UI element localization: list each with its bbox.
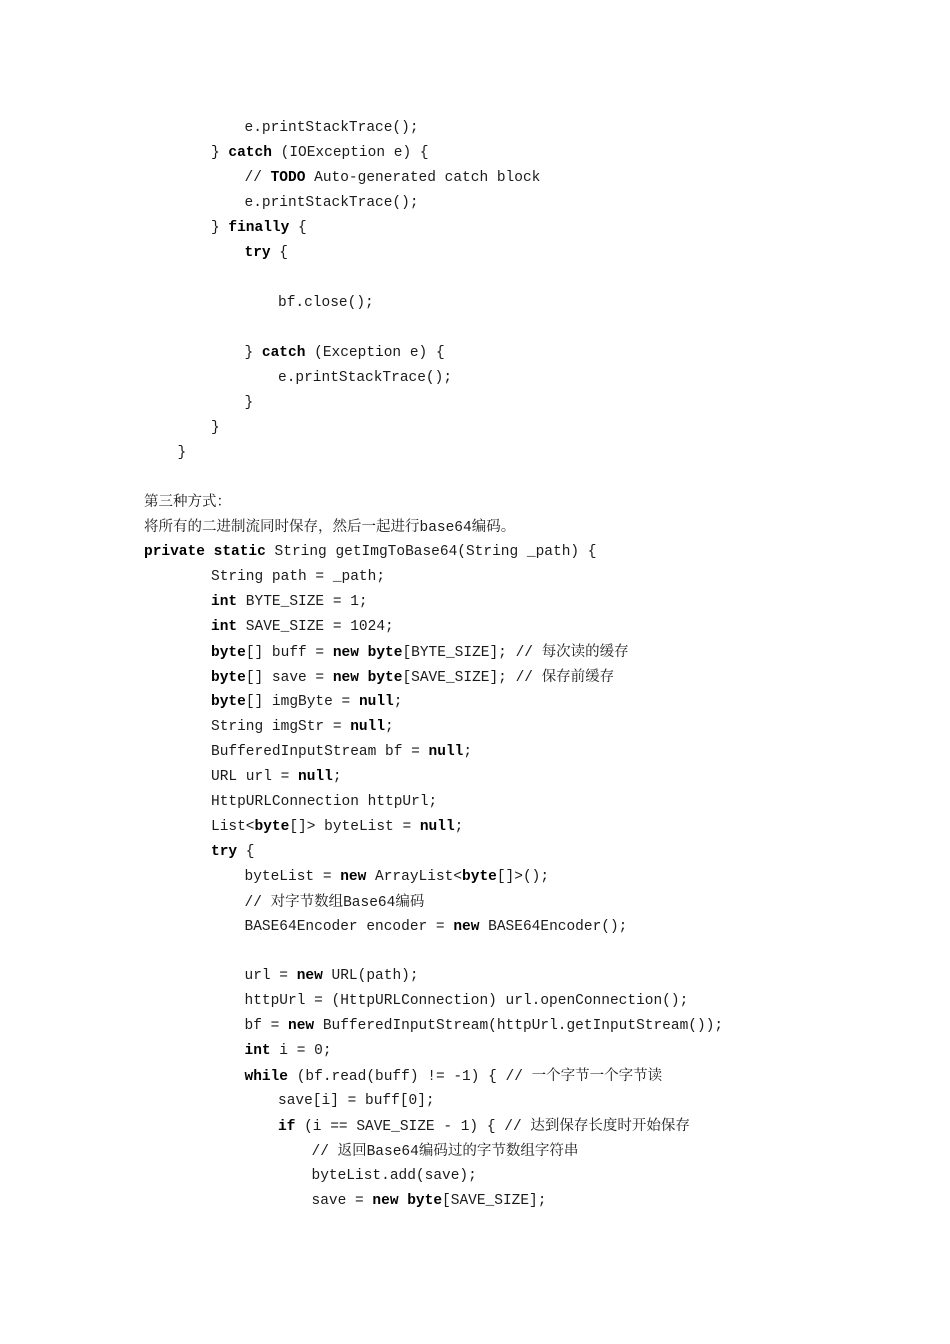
keyword: byte (407, 1193, 443, 1209)
text-span: ; (454, 819, 464, 835)
text-span: url = (244, 968, 297, 984)
text-span: } (211, 420, 220, 436)
text-span: [] imgByte = (245, 694, 359, 710)
code-line (211, 742, 472, 762)
keyword: private (144, 544, 205, 560)
text-span: [SAVE_SIZE]; (442, 1193, 547, 1209)
text-span: []> byteList = (289, 819, 420, 835)
text-span: // (311, 1144, 338, 1160)
keyword: while (244, 1069, 289, 1085)
text-span (399, 1193, 408, 1209)
text-span: bf.close(); (278, 295, 374, 311)
text-span: String path = _path; (211, 569, 386, 585)
keyword: catch (261, 345, 306, 361)
text-span: ; (385, 719, 394, 735)
text-span: 每次读的缓存 (541, 644, 629, 660)
keyword: byte (462, 869, 497, 885)
keyword: null (298, 769, 333, 785)
text-span: URL(path); (322, 968, 419, 984)
keyword: int (211, 619, 238, 635)
keyword: null (350, 719, 386, 735)
text-span: } (244, 345, 262, 361)
text-span: i = 0; (270, 1043, 332, 1059)
code-line (211, 792, 437, 812)
code-line (245, 966, 419, 986)
code-line (245, 193, 419, 213)
text-span (359, 670, 368, 686)
keyword: try (244, 245, 271, 261)
text-span: 第三种方式： (144, 494, 231, 510)
code-line (278, 368, 452, 388)
keyword: try (211, 844, 238, 860)
text-span: BufferedInputStream(httpUrl.getInputStream()); (314, 1018, 724, 1034)
text-span: byteList.add(save); (311, 1168, 477, 1184)
keyword: byte (254, 819, 290, 835)
code-line (245, 1041, 332, 1061)
text-span: save[i] = buff[0]; (278, 1093, 435, 1109)
code-line (211, 143, 429, 163)
text-span: 编码 (395, 894, 425, 910)
text-span: base64 (419, 520, 472, 536)
text-span: } (211, 220, 229, 236)
text-span: ArrayList< (366, 869, 463, 885)
text-span: 保存前缓存 (541, 669, 615, 685)
text-span: // (244, 170, 271, 186)
keyword: finally (228, 220, 290, 236)
code-line (245, 991, 689, 1011)
code-line (211, 418, 220, 438)
code-line (278, 293, 374, 313)
text-span: } (211, 145, 229, 161)
code-line (245, 892, 425, 913)
code-line (245, 168, 541, 188)
text-span: byteList = (244, 869, 341, 885)
keyword: null (358, 694, 394, 710)
code-line (211, 817, 463, 837)
keyword: new (332, 645, 359, 661)
code-line (245, 1016, 724, 1036)
text-span: ; (332, 769, 342, 785)
text-span: e.printStackTrace(); (278, 370, 453, 386)
code-line (211, 617, 394, 637)
text-span: (Exception e) { (305, 345, 445, 361)
text-span: httpUrl = (HttpURLConnection) url.openConnection(); (244, 993, 689, 1009)
text-span: 编码过的字节数组字符串 (418, 1143, 579, 1159)
code-line (312, 1166, 477, 1186)
text-span: [] buff = (245, 645, 333, 661)
keyword: new (288, 1018, 315, 1034)
text-span: } (244, 395, 254, 411)
code-line (211, 592, 368, 612)
code-line (245, 243, 289, 263)
code-line (312, 1141, 579, 1162)
text-span: (IOException e) { (271, 145, 429, 161)
text-span: Base64 (343, 895, 396, 911)
keyword: TODO (270, 170, 306, 186)
text-span: (i == SAVE_SIZE - 1) { // (295, 1119, 531, 1135)
keyword: if (278, 1119, 296, 1135)
text-line (144, 517, 515, 538)
keyword: byte (367, 670, 403, 686)
text-line (144, 492, 231, 512)
keyword: catch (228, 145, 272, 161)
text-span: bf = (244, 1018, 289, 1034)
keyword: int (211, 594, 238, 610)
text-span: 返回 (337, 1143, 367, 1159)
text-span: []>(); (496, 869, 550, 885)
text-span: 达到保存长度时开始保存 (530, 1118, 690, 1134)
text-span: 对字节数组 (270, 894, 344, 910)
text-span: ; (463, 744, 473, 760)
text-span: { (237, 844, 255, 860)
text-span: String imgStr = (211, 719, 351, 735)
keyword: new (372, 1193, 399, 1209)
text-span: 编码。 (471, 519, 516, 535)
code-line (211, 642, 629, 663)
text-span: BASE64Encoder encoder = (244, 919, 454, 935)
text-span: List< (211, 819, 255, 835)
code-line (211, 667, 614, 688)
code-line (211, 842, 255, 862)
text-span: { (289, 220, 307, 236)
code-line (245, 393, 254, 413)
code-line (178, 443, 187, 463)
keyword: new (340, 869, 367, 885)
text-span: [BYTE_SIZE]; // (402, 645, 542, 661)
code-line (245, 343, 445, 363)
text-span: HttpURLConnection httpUrl; (211, 794, 438, 810)
text-span: [] save = (245, 670, 333, 686)
keyword: byte (211, 645, 246, 661)
keyword: null (428, 744, 464, 760)
keyword: new (296, 968, 323, 984)
keyword: byte (367, 645, 403, 661)
text-span (205, 544, 214, 560)
code-line (245, 917, 628, 937)
code-line (211, 717, 394, 737)
text-span: 一个字节一个字节读 (531, 1068, 663, 1084)
keyword: new (332, 670, 359, 686)
code-line (312, 1191, 547, 1211)
text-span: URL url = (211, 769, 299, 785)
text-span (359, 645, 368, 661)
code-line (211, 767, 342, 787)
code-line (245, 867, 550, 887)
text-span: BASE64Encoder(); (479, 919, 628, 935)
text-span: } (177, 445, 187, 461)
keyword: new (453, 919, 480, 935)
text-span: // (244, 895, 271, 911)
code-line (245, 1066, 663, 1087)
text-span: Base64 (366, 1144, 419, 1160)
text-span: String getImgToBase64(String _path) { (265, 544, 597, 560)
text-span: e.printStackTrace(); (244, 195, 419, 211)
text-span: e.printStackTrace(); (244, 120, 419, 136)
code-line (211, 567, 385, 587)
text-span: [SAVE_SIZE]; // (402, 670, 542, 686)
text-span: ; (393, 694, 403, 710)
keyword: null (419, 819, 455, 835)
code-line (211, 692, 402, 712)
keyword: int (244, 1043, 271, 1059)
text-span: BufferedInputStream bf = (211, 744, 429, 760)
code-line (278, 1116, 690, 1137)
code-line (278, 1091, 435, 1111)
keyword: byte (211, 694, 246, 710)
text-span: { (270, 245, 289, 261)
text-span: Auto-generated catch block (305, 170, 541, 186)
text-span: save = (311, 1193, 373, 1209)
text-span: SAVE_SIZE = 1024; (237, 619, 394, 635)
text-span: 将所有的二进制流同时保存，然后一起进行 (144, 519, 420, 535)
keyword: static (213, 544, 266, 560)
text-span: BYTE_SIZE = 1; (237, 594, 368, 610)
code-line (245, 118, 419, 138)
keyword: byte (211, 670, 246, 686)
text-span: (bf.read(buff) != -1) { // (288, 1069, 532, 1085)
code-line (211, 218, 307, 238)
code-line (144, 542, 597, 562)
